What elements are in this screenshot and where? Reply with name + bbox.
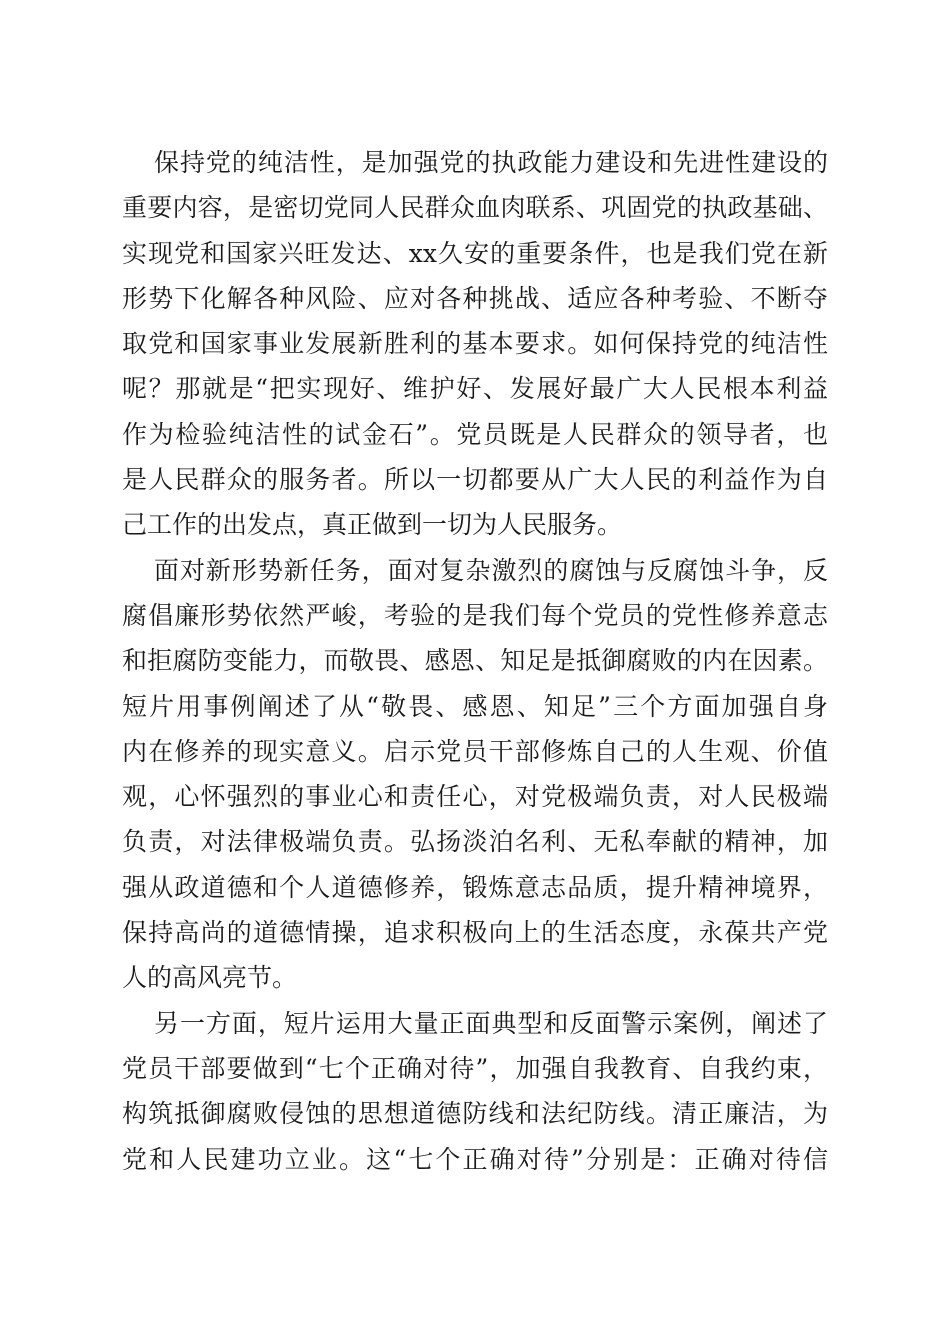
document-body bbox=[122, 140, 828, 1182]
paragraph-line: 党员干部要做到“七个正确对待”，加强自我教育、自我约束， bbox=[122, 1053, 828, 1083]
paragraph-line: 和拒腐防变能力，而敬畏、感恩、知足是抵御腐败的内在因素。 bbox=[122, 646, 828, 676]
paragraph-line: 实现党和国家兴旺发达、xx久安的重要条件，也是我们党在新 bbox=[122, 238, 828, 268]
paragraph-2 bbox=[122, 548, 828, 1001]
paragraph-line: 形势下化解各种风险、应对各种挑战、适应各种考验、不断夺 bbox=[122, 283, 828, 313]
paragraph-line: 是人民群众的服务者。所以一切都要从广大人民的利益作为自 bbox=[122, 465, 828, 495]
paragraph-line: 面对新形势新任务，面对复杂激烈的腐蚀与反腐蚀斗争，反 bbox=[154, 555, 828, 585]
paragraph-line: 人的高风亮节。 bbox=[122, 963, 298, 993]
paragraph-line: 短片用事例阐述了从“敬畏、感恩、知足”三个方面加强自身 bbox=[122, 691, 828, 721]
paragraph-line: 己工作的出发点，真正做到一切为人民服务。 bbox=[122, 510, 623, 540]
paragraph-3 bbox=[122, 1001, 828, 1182]
paragraph-line: 保持党的纯洁性，是加强党的执政能力建设和先进性建设的 bbox=[154, 148, 828, 177]
paragraph-line: 内在修养的现实意义。启示党员干部修炼自己的人生观、价值 bbox=[122, 736, 828, 766]
paragraph-line: 腐倡廉形势依然严峻，考验的是我们每个党员的党性修养意志 bbox=[122, 600, 828, 630]
paragraph-1 bbox=[122, 140, 828, 548]
paragraph-line: 保持高尚的道德情操，追求积极向上的生活态度，永葆共产党 bbox=[122, 918, 828, 948]
paragraph-line: 观，心怀强烈的事业心和责任心，对党极端负责，对人民极端 bbox=[122, 782, 828, 812]
paragraph-line: 负责，对法律极端负责。弘扬淡泊名利、无私奉献的精神，加 bbox=[122, 827, 828, 857]
paragraph-line: 另一方面，短片运用大量正面典型和反面警示案例，阐述了 bbox=[154, 1008, 828, 1038]
paragraph-line: 强从政道德和个人道德修养，锻炼意志品质，提升精神境界， bbox=[122, 872, 828, 902]
paragraph-line: 呢？那就是“把实现好、维护好、发展好最广大人民根本利益 bbox=[122, 374, 828, 404]
paragraph-line: 构筑抵御腐败侵蚀的思想道德防线和法纪防线。清正廉洁，为 bbox=[122, 1099, 828, 1129]
paragraph-line: 作为检验纯洁性的试金石”。党员既是人民群众的领导者，也 bbox=[122, 419, 828, 449]
paragraph-line: 重要内容，是密切党同人民群众血肉联系、巩固党的执政基础、 bbox=[122, 193, 828, 223]
paragraph-line: 党和人民建功立业。这“七个正确对待”分别是：正确对待信 bbox=[122, 1144, 828, 1174]
paragraph-line: 取党和国家事业发展新胜利的基本要求。如何保持党的纯洁性 bbox=[122, 329, 828, 359]
